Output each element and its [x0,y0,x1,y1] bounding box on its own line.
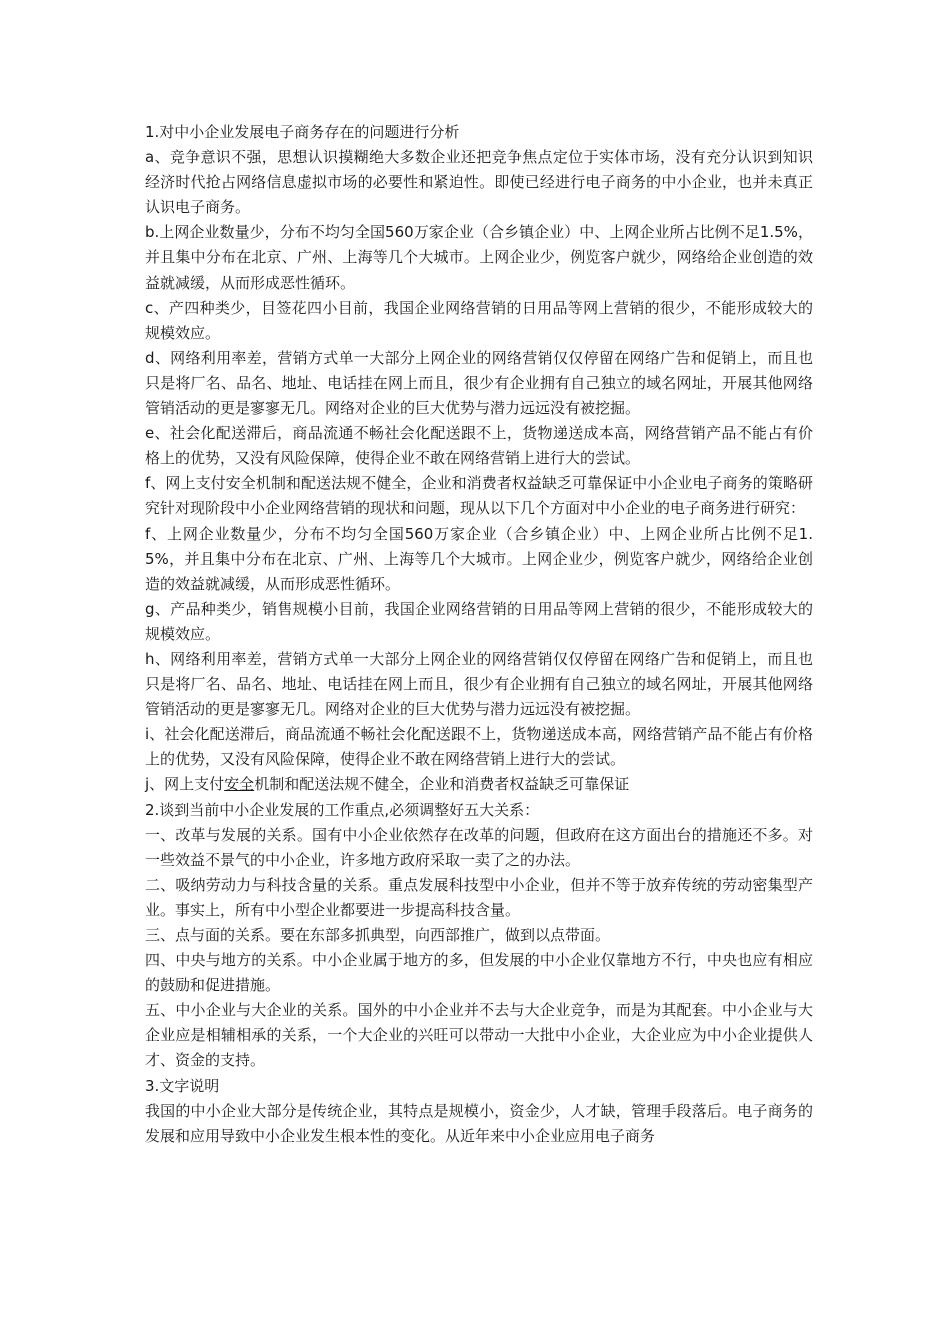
section-1-heading: 1.对中小企业发展电子商务存在的问题进行分析 [145,123,460,141]
paragraph-c: c、产四种类少，目签花四小目前，我国企业网络营销的日用品等网上营销的很少，不能形成较大的规模效应。 [145,298,813,342]
document-page [145,120,813,1149]
relation-3-paragraph: 三、点与面的关系。要在东部多抓典型，向西部推广，做到以点带面。 [145,926,611,944]
paragraph-j-before: j、网上支付 [145,775,225,794]
relation-4-paragraph: 四、中央与地方的关系。中小企业属于地方的多，但发展的中小企业仅靠地方不行，中央也应有相应的鼓励和促进措施。 [145,951,813,995]
paragraph-a: a、竞争意识不强，思想认识摸糊绝大多数企业还把竞争焦点定位于实体市场，没有充分认识到知识经济时代抢占网络信息虚拟市场的必要性和紧迫性。即使已经进行电子商务的中小企业，也并未真正认识电子商务。 [145,148,813,217]
section-3-heading: 3.文字说明 [145,1076,220,1095]
paragraph-j-underlined: 安全 [224,775,255,794]
paragraph-e: e、社会化配送滞后，商品流通不畅社会化配送跟不上，货物递送成本高，网络营销产品不能占有价格上的优势，又没有风险保障，使得企业不敢在网络营销上进行大的尝试。 [145,424,813,468]
text-explanation-paragraph: 我国的中小企业大部分是传统企业，其特点是规模小，资金少，人才缺，管理手段落后。电子商务的发展和应用导致中小企业发生根本性的变化。从近年来中小企业应用电子商务 [145,1101,813,1145]
paragraph-f-1: f、网上支付安全机制和配送法规不健全，企业和消费者权益缺乏可靠保证中小企业电子商务的策略研究针对现阶段中小企业网络营销的现状和问题，现从以下几个方面对中小企业的电子商务进行研究： [145,474,813,518]
paragraph-i: i、社会化配送滞后，商品流通不畅社会化配送跟不上，货物递送成本高，网络营销产品不能占有价格上的优势，又没有风险保障，使得企业不敢在网络营销上进行大的尝试。 [145,725,813,769]
paragraph-j-after: 机制和配送法规不健全，企业和消费者权益缺乏可靠保证 [254,775,630,794]
relation-5-paragraph: 五、中小企业与大企业的关系。国外的中小企业并不去与大企业竞争，而是为其配套。中小企业与大企业应是相辅相承的关系，一个大企业的兴旺可以带动一大批中小企业，大企业应为中小企业提供人才、资金的支持。 [145,1001,813,1070]
relation-2-paragraph: 二、吸纳劳动力与科技含量的关系。重点发展科技型中小企业，但并不等于放弃传统的劳动密集型产业。事实上，所有中小型企业都要进一步提高科技含量。 [145,875,813,919]
section-2-heading: 2.谈到当前中小企业发展的工作重点,必须调整好五大关系： [145,800,540,819]
paragraph-b: b.上网企业数量少，分布不均匀全国560万家企业（合乡镇企业）中、上网企业所占比例不足1.5%，并且集中分布在北京、广州、上海等几个大城市。上网企业少，例览客户就少，网络给企业创造的效益就减缓，从而形成恶性循环。 [145,223,813,292]
relation-1-paragraph: 一、改革与发展的关系。国有中小企业依然存在改革的问题，但政府在这方面出台的措施还不多。对一些效益不景气的中小企业，许多地方政府采取一卖了之的办法。 [145,825,813,869]
paragraph-d: d、网络利用率差，营销方式单一大部分上网企业的网络营销仅仅停留在网络广告和促销上，而且也只是将厂名、品名、地址、电话挂在网上而且，很少有企业拥有自己独立的域名网址，开展其他网络管销活动的更是寥寥无几。网络对企业的巨大优势与潜力远远没有被挖掘。 [145,348,813,418]
paragraph-h: h、网络利用率差，营销方式单一大部分上网企业的网络营销仅仅停留在网络广告和促销上，而且也只是将厂名、品名、地址、电话挂在网上而且，很少有企业拥有自己独立的域名网址，开展其他网络管销活动的更是寥寥无几。网络对企业的巨大优势与潜力远远没有被挖掘。 [145,649,813,719]
paragraph-g: g、产品种类少，销售规模小目前，我国企业网络营销的日用品等网上营销的很少，不能形成较大的规模效应。 [145,599,813,643]
paragraph-f-2: f、上网企业数量少，分布不均匀全国560万家企业（合乡镇企业）中、上网企业所占比例不足1.5%，并且集中分布在北京、广州、上海等几个大城市。上网企业少，例览客户就少，网络给企业创造的效益就减缓，从而形成恶性循环。 [145,524,813,593]
paragraph-j [145,772,813,797]
